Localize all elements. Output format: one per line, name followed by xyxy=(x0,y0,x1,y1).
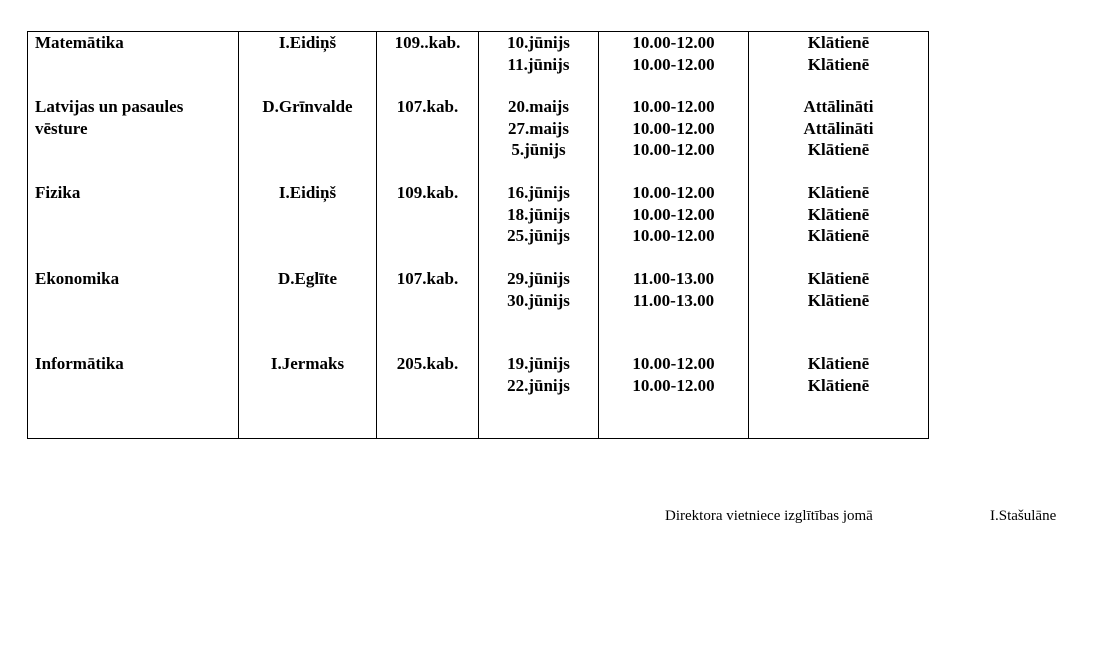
modes-value: Klātienē xyxy=(807,204,870,224)
room-group xyxy=(377,353,478,375)
dates-group xyxy=(479,182,598,247)
teacher-group xyxy=(239,182,376,204)
room-value: 109.kab. xyxy=(396,183,459,202)
room-group xyxy=(377,96,478,118)
dates-group xyxy=(479,353,598,396)
modes-group xyxy=(749,268,928,311)
schedule-table xyxy=(27,31,929,439)
subject-value: Informātika xyxy=(35,354,124,373)
room-value: 205.kab. xyxy=(396,354,459,373)
subject-group xyxy=(28,268,238,290)
dates-value: 22.jūnijs xyxy=(507,375,570,395)
subject-group xyxy=(28,182,238,204)
modes-value: Klātienē xyxy=(807,54,870,74)
modes-value: Klātienē xyxy=(807,33,870,52)
room-group xyxy=(377,268,478,290)
times-value: 10.00-12.00 xyxy=(632,204,715,224)
modes-value: Klātienē xyxy=(807,354,870,373)
dates-value: 30.jūnijs xyxy=(507,290,570,310)
teacher-value: I.Eidiņš xyxy=(278,183,337,202)
dates-value: 5.jūnijs xyxy=(511,140,566,160)
times-value: 11.00-13.00 xyxy=(632,290,715,310)
times-group xyxy=(599,268,748,311)
times-value: 10.00-12.00 xyxy=(632,183,715,202)
times-group xyxy=(599,182,748,247)
room-value: 109..kab. xyxy=(394,33,461,52)
teacher-value: D.Grīnvalde xyxy=(262,97,353,116)
subject-value: Latvijas un pasaules vēsture xyxy=(35,97,184,138)
dates-group xyxy=(479,268,598,311)
modes-value: Klātienē xyxy=(807,269,870,288)
dates-value: 18.jūnijs xyxy=(507,204,570,224)
subject-group xyxy=(28,96,238,138)
dates-value: 20.maijs xyxy=(508,97,569,116)
modes-value: Attālināti xyxy=(803,97,874,116)
times-group xyxy=(599,353,748,396)
modes-value: Klātienē xyxy=(807,290,870,310)
modes-value: Attālināti xyxy=(803,118,874,138)
modes-group xyxy=(749,96,928,161)
teacher-value: I.Jermaks xyxy=(270,354,345,373)
times-value: 11.00-13.00 xyxy=(632,269,715,288)
room-group xyxy=(377,182,478,204)
modes-group xyxy=(749,32,928,75)
teacher-value: I.Eidiņš xyxy=(278,33,337,52)
modes-group xyxy=(749,182,928,247)
times-value: 10.00-12.00 xyxy=(632,375,715,395)
teacher-group xyxy=(239,353,376,375)
modes-group xyxy=(749,353,928,396)
dates-value: 29.jūnijs xyxy=(507,269,570,288)
modes-value: Klātienē xyxy=(807,375,870,395)
dates-value: 27.maijs xyxy=(508,118,569,138)
times-value: 10.00-12.00 xyxy=(632,33,715,52)
subject-group xyxy=(28,32,238,54)
table-row xyxy=(28,32,929,439)
teacher-column xyxy=(239,32,377,439)
dates-group xyxy=(479,96,598,161)
time-column xyxy=(599,32,749,439)
subject-value: Fizika xyxy=(35,183,81,202)
dates-value: 16.jūnijs xyxy=(507,183,570,202)
modes-value: Klātienē xyxy=(807,183,870,202)
dates-group xyxy=(479,32,598,75)
signatory-name: I.Stašulāne xyxy=(990,508,1057,524)
room-column xyxy=(377,32,479,439)
dates-value: 19.jūnijs xyxy=(507,354,570,373)
subject-group xyxy=(28,353,238,375)
times-group xyxy=(599,32,748,75)
signatory-role: Direktora vietniece izglītības jomā xyxy=(665,508,873,524)
subject-value: Ekonomika xyxy=(35,269,120,288)
dates-value: 25.jūnijs xyxy=(507,226,570,246)
teacher-group xyxy=(239,268,376,290)
modes-value: Klātienē xyxy=(807,226,870,246)
times-group xyxy=(599,96,748,161)
teacher-group xyxy=(239,96,376,118)
dates-value: 10.jūnijs xyxy=(507,33,570,52)
room-value: 107.kab. xyxy=(396,97,459,116)
date-column xyxy=(479,32,599,439)
subject-value: Matemātika xyxy=(35,33,124,52)
room-group xyxy=(377,32,478,54)
times-value: 10.00-12.00 xyxy=(632,354,715,373)
times-value: 10.00-12.00 xyxy=(632,97,715,116)
dates-value: 11.jūnijs xyxy=(507,54,570,74)
teacher-value: D.Eglīte xyxy=(277,269,338,288)
teacher-group xyxy=(239,32,376,54)
room-value: 107.kab. xyxy=(396,269,459,288)
modes-value: Klātienē xyxy=(807,140,870,160)
subject-column xyxy=(28,32,239,439)
times-value: 10.00-12.00 xyxy=(632,54,715,74)
times-value: 10.00-12.00 xyxy=(632,140,715,160)
mode-column xyxy=(749,32,929,439)
times-value: 10.00-12.00 xyxy=(632,226,715,246)
times-value: 10.00-12.00 xyxy=(632,118,715,138)
